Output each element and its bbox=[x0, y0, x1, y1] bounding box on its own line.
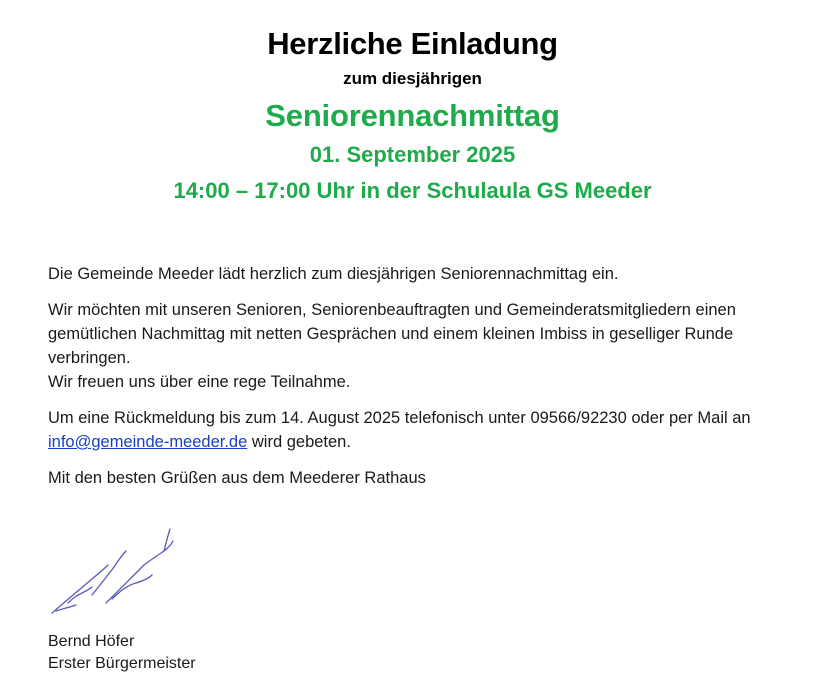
email-link[interactable]: info@gemeinde-meeder.de bbox=[48, 433, 248, 451]
letter-body bbox=[48, 262, 818, 502]
event-time-location: 14:00 – 17:00 Uhr in der Schulaula GS Meeder bbox=[173, 178, 652, 203]
rsvp-text-after: wird gebeten. bbox=[247, 433, 351, 451]
signature-icon bbox=[48, 525, 183, 617]
details-paragraph bbox=[48, 298, 818, 394]
invitation-subtitle: zum diesjährigen bbox=[343, 69, 482, 88]
intro-paragraph: Die Gemeinde Meeder lädt herzlich zum diesjährigen Seniorennachmittag ein. bbox=[48, 265, 619, 283]
details-text: Wir möchten mit unseren Senioren, Seniorenbeauftragten und Gemeinderatsmitgliedern einen gemütlichen Nachmittag mit netten Gesprächen und einem kleinen Imbiss in geselliger Runde verbringen. bbox=[48, 301, 736, 367]
participation-text: Wir freuen uns über eine rege Teilnahme. bbox=[48, 373, 351, 391]
event-date: 01. September 2025 bbox=[309, 142, 516, 167]
closing-line: Mit den besten Grüßen aus dem Meederer Rathaus bbox=[48, 469, 426, 487]
signer-role: Erster Bürgermeister bbox=[48, 655, 196, 672]
signer-block bbox=[48, 631, 196, 675]
rsvp-text-before: Um eine Rückmeldung bis zum 14. August 2025 telefonisch unter 09566/92230 oder per Mail an bbox=[48, 409, 751, 427]
rsvp-paragraph bbox=[48, 406, 818, 454]
invitation-header bbox=[0, 24, 825, 206]
signer-name: Bernd Höfer bbox=[48, 633, 135, 650]
invitation-title: Herzliche Einladung bbox=[267, 26, 558, 61]
event-name: Seniorennachmittag bbox=[265, 98, 560, 133]
